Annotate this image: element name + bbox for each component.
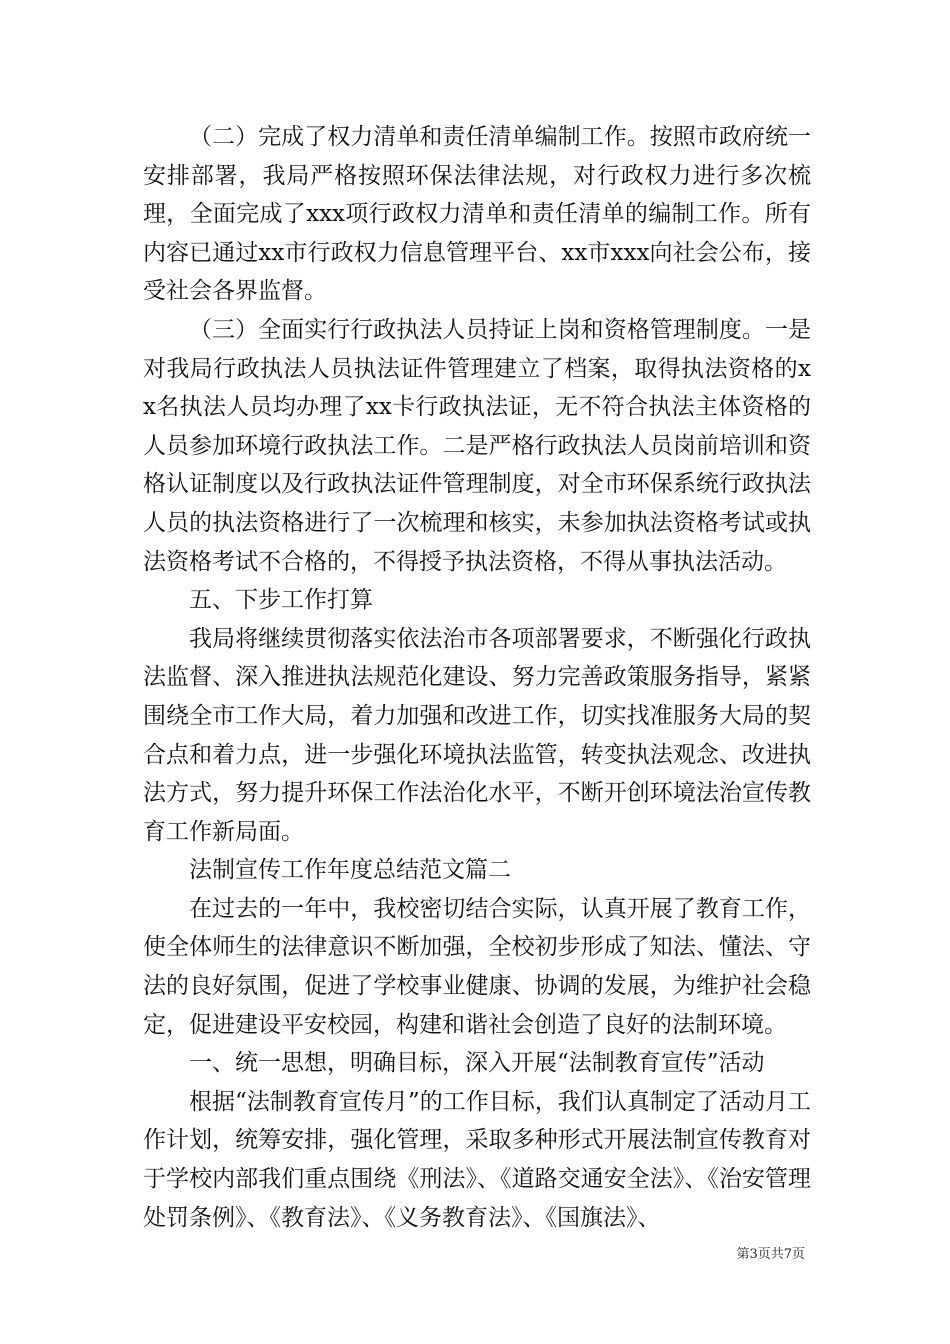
- section-heading-unify-thinking: 一、统一思想，明确目标，深入开展“法制教育宣传”活动: [189, 1050, 765, 1077]
- paragraph-powers-list: （二）完成了权力清单和责任清单编制工作。按照市政府统一安排部署，我局严格按照环保法律法规，对行政权力进行多次梳理，全面完成了xxx项行政权力清单和责任清单的编制工作。所有内容已通过xx市行政权力信息管理平台、xx市xxx向社会公布，接受社会各界监督。: [143, 124, 811, 305]
- paragraph-next-steps: 我局将继续贯彻落实依法治市各项部署要求，不断强化行政执法监督、深入推进执法规范化建设、努力完善政策服务指导，紧紧围绕全市工作大局，着力加强和改进工作，切实找准服务大局的契合点和着力点，进一步强化环境执法监管，转变执法观念、改进执法方式，努力提升环保工作法治化水平，不断开创环境法治宣传教育工作新局面。: [143, 625, 811, 845]
- article-title-part-two: 法制宣传工作年度总结范文篇二: [189, 857, 511, 884]
- paragraph-certification: （三）全面实行行政执法人员持证上岗和资格管理制度。一是对我局行政执法人员执法证件管理建立了档案，取得执法资格的xx名执法人员均办理了xx卡行政执法证，无不符合执法主体资格的人员参加环境行政执法工作。二是严格行政执法人员岗前培训和资格认证制度以及行政执法证件管理制度，对全市环保系统行政执法人员的执法资格进行了一次梳理和核实，未参加执法资格考试或执法资格考试不合格的，不得授予执法资格，不得从事执法活动。: [143, 316, 811, 575]
- page-number-footer: 第3页共7页: [736, 1247, 805, 1262]
- paragraph-education-month: 根据“法制教育宣传月”的工作目标，我们认真制定了活动月工作计划，统筹安排，强化管理，采取多种形式开展法制宣传教育对于学校内部我们重点围绕《刑法》、《道路交通安全法》、《治安管理处罚条例》、《教育法》、《义务教育法》、《国旗法》、: [143, 1088, 811, 1231]
- document-body: [143, 118, 811, 1237]
- paragraph-school-intro: 在过去的一年中，我校密切结合实际，认真开展了教育工作，使全体师生的法律意识不断加强，全校初步形成了知法、懂法、守法的良好氛围，促进了学校事业健康、协调的发展，为维护社会稳定，促进建设平安校园，构建和谐社会创造了良好的法制环境。: [143, 895, 811, 1038]
- section-heading-next-steps: 五、下步工作打算: [189, 587, 373, 614]
